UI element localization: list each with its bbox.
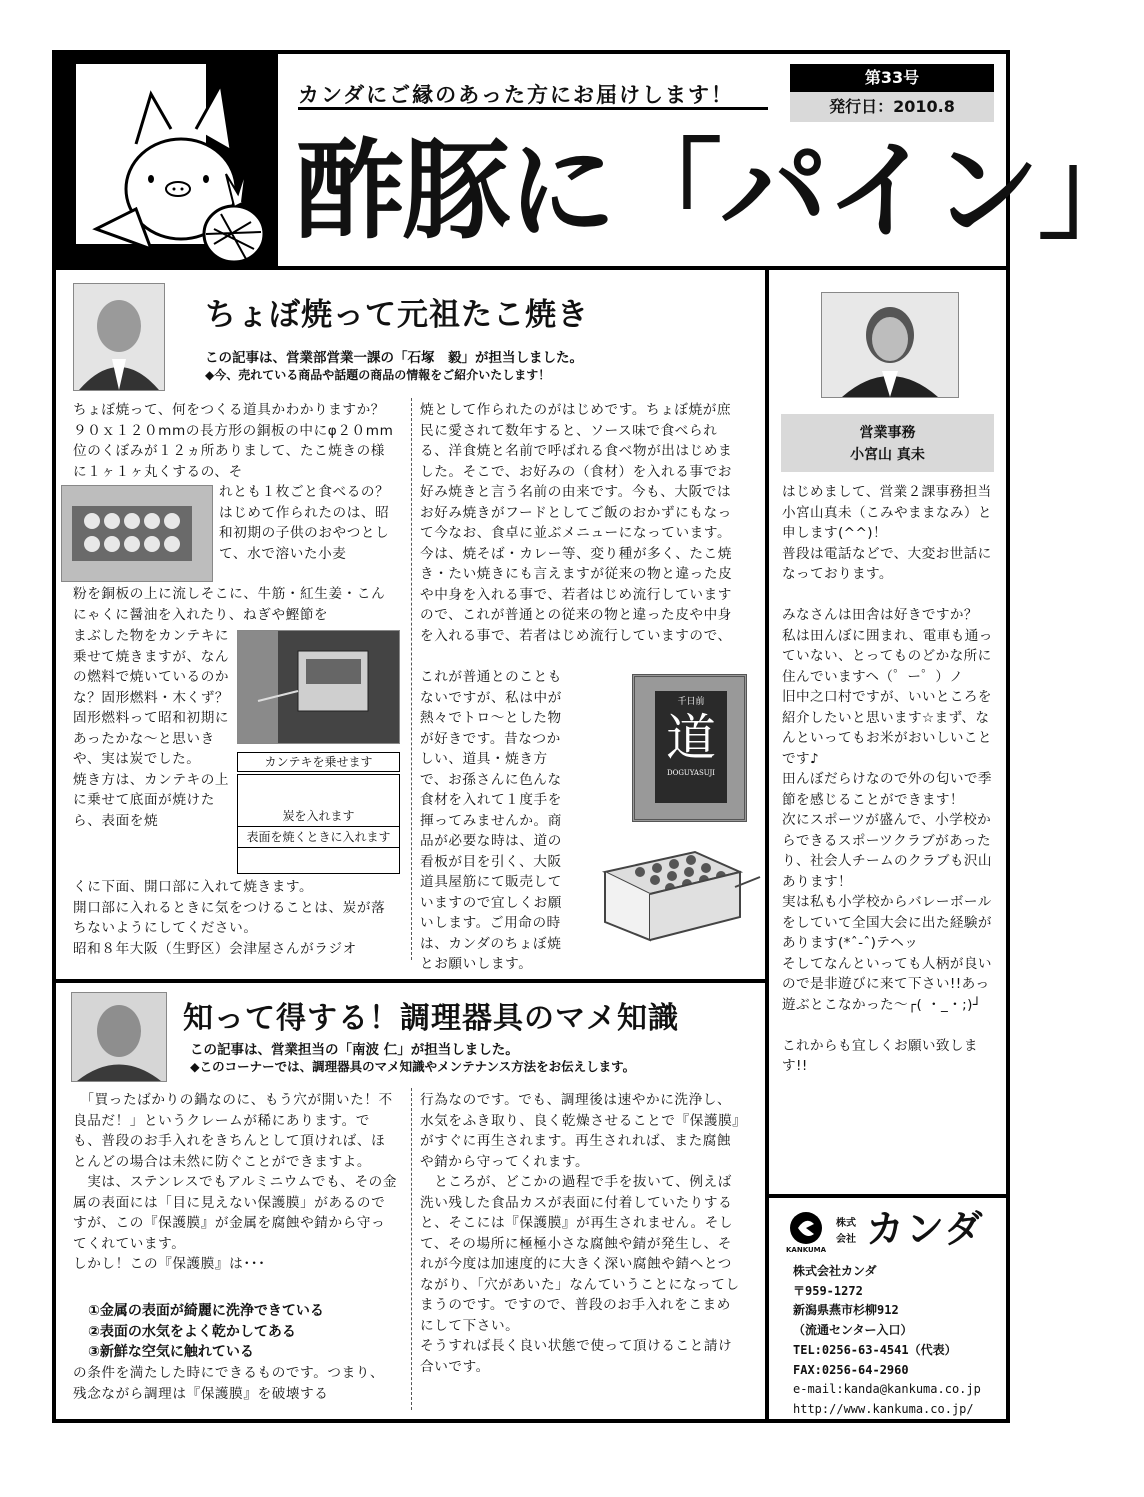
caption-surface: 表面を焼くときに入れます <box>238 826 399 848</box>
logo-small-1: 株式 <box>836 1218 856 1229</box>
article1-col1-text-e: くに下面、開口部に入れて焼きます。 開口部に入れるときに気をつけることは、炭が落ちないようにしてください。 昭和８年大阪（生野区）会津屋さんがラジオ <box>73 879 386 957</box>
caption-charcoal: 炭を入れます <box>282 809 355 823</box>
sign-kanji: 道 <box>666 709 716 767</box>
condition-item: ②表面の水気をよく乾かしてある <box>88 1323 296 1340</box>
header-divider <box>56 266 1006 270</box>
company-url[interactable]: http://www.kankuma.co.jp/ <box>793 1401 974 1416</box>
condition-item: ③新鮮な空気に触れている <box>88 1344 254 1360</box>
company-address-1: 新潟県燕市杉柳912 <box>793 1303 899 1318</box>
article2-col2-text: 行為なのです。でも、調理後は速やかに洗浄し、水気をふき取り、良く乾燥させることで『保護膜』がすぐに再生されます。再生されれば、また腐蝕や錆から守ってくれます。 ところが、どこかの過程で手を抜いて、例えば洗い残した食品カスが表面に付着していたりすると、そこには『保護膜』が再生されません。そして、その場所に極極小さな腐蝕や錆が発生し、それが今度は加速度的に大きく深い腐蝕や錆へとつながり、「穴があいた」なんていうことになってしまうのです。ですので、普段のお手入れをこまめにして下さい。 そうすれば長く良い状態で使って頂けること請け合いです。 <box>420 1092 740 1375</box>
article1-column-rule <box>411 398 412 960</box>
article-divider <box>56 979 767 983</box>
tagline-underline <box>298 107 768 110</box>
pig-mascot-icon <box>56 54 278 266</box>
logo-name: カンダ <box>866 1207 985 1251</box>
article2-title: 知って得する！調理器具のマメ知識 <box>183 1001 679 1036</box>
logo-small-2: 会社 <box>836 1234 856 1245</box>
article2-intro: ◆このコーナーでは、調理器具のマメ知識やメンテナンス方法をお伝えします。 <box>190 1059 636 1074</box>
company-email[interactable]: e-mail:kanda@kankuma.co.jp <box>793 1382 981 1397</box>
company-tel: TEL:0256-63-4541（代表） <box>793 1342 957 1357</box>
caption-box-lower <box>237 774 400 874</box>
company-info <box>793 1262 981 1420</box>
company-logo <box>788 1208 998 1258</box>
company-fax: FAX:0256-64-2960 <box>793 1362 909 1377</box>
choboyaki-product-photo <box>585 832 765 942</box>
mascot-panel <box>56 54 278 266</box>
logo-mark: KANKUMA <box>786 1246 827 1254</box>
company-address-2: （流通センター入口） <box>793 1323 913 1338</box>
article1-title: ちょぼ焼って元祖たこ焼き <box>205 297 589 333</box>
caption-text: カンテキを乗せます <box>264 755 373 769</box>
author-photo-nanba <box>71 992 167 1082</box>
article2-column-rule <box>411 1088 412 1410</box>
sign-top-text: 千日前 <box>677 697 705 707</box>
issue-date: 発行日：2010.8 <box>790 92 994 122</box>
issue-number: 第33号 <box>790 64 994 92</box>
article1-col2-text-b: これが普通とのこともないですが、私は中が熱々でトロ～とした物が好きです。昔なつかしい、道具・焼き方で、お孫さんに色んな食材を入れて１度手を揮ってみませんか。商品が必要な時は、道の看板が目を引く、大阪道具屋筋にて販売していますので宜しくお願いします。ご用命の時は、カンダのちょぼ焼とお願いします。 <box>420 669 562 972</box>
company-divider <box>769 1194 1010 1198</box>
article2-byline: この記事は、営業担当の「南波 仁」が担当しました。 <box>190 1042 519 1058</box>
profile-photo-komiyama <box>821 292 959 398</box>
profile-name: 小宮山 真未 <box>850 447 925 463</box>
article1-col1-text-b: れとも１枚ごと食べるの？ はじめて作られたのは、昭和初期の子供のおやつとして、水で溶いた小麦 <box>219 484 390 562</box>
kanteki-stove-photo <box>237 630 400 744</box>
article2-col1-text-b: の条件を満たした時にできるものです。つまり、残念ながら調理は『保護膜』を破壊する <box>73 1365 385 1402</box>
article1-intro: ◆今、売れている商品や話題の商品の情報をご紹介いたします！ <box>205 368 551 382</box>
article1-byline: この記事は、営業部営業一課の「石塚 毅」が担当しました。 <box>205 350 583 366</box>
choboyaki-pan-photo <box>61 485 213 582</box>
sign-roman: DOGUYASUJI <box>666 769 716 777</box>
newsletter-title: 酢豚に「パイン」 <box>296 129 1144 254</box>
caption-kanteki <box>237 752 400 772</box>
profile-role: 営業事務 <box>859 425 916 441</box>
article2-col1-text-a: 「買ったばかりの鍋なのに、もう穴が開いた！不良品だ！」というクレームが稀にあります。でも、普段のお手入れをきちんとして頂ければ、ほとんどの場合は未然に防ぐことができますよ。 実は、ステンレスでもアルミニウムでも、その金属の表面には「目に見えない保護膜」があるのですが、この『保護膜』が金属を腐蝕や錆から守ってくれています。 しかし！この『保護膜』は･･･ <box>73 1092 398 1272</box>
condition-item: ①金属の表面が綺麗に洗浄できている <box>88 1303 324 1319</box>
doguyasuji-sign-photo <box>632 674 747 822</box>
company-zip: 〒959-1272 <box>793 1283 863 1298</box>
kankuma-logo-icon <box>788 1210 824 1246</box>
company-name: 株式会社カンダ <box>793 1264 877 1278</box>
article1-col2-text-a: 焼として作られたのがはじめです。ちょぼ焼が庶民に愛されて数年すると、ソース味で食べられる、洋食焼と名前で呼ばれる食べ物が出はじめました。そこで、お好みの（食材）を入れる事でお好み焼きと言う名前の由来です。今も、大阪ではお好み焼きがフードとしてご飯のおかずにもなって今なお、食卓に並ぶメニューになっています。今は、焼そば・カレー等、変り種が多く、たこ焼き・たい焼きにも言えますが従来の物と違った皮や中身を入れる事で、若者はじめ流行していますので、これが普通との従来の物と違った皮や中身を入れる事で、若者はじめ流行していますので、 <box>420 402 733 644</box>
author-photo-ishizuka <box>73 283 165 391</box>
profile-body: はじめまして、営業２課事務担当小宮山真未（こみやままなみ）と申します(^^)！ 普段は電話などで、大変お世話になっております。 みなさんは田舎は好きですか？ 私は田んぼに囲まれ、電車も通っていない、とってものどかな所に住んでいますヘ（゜ー゜）ノ 旧中之口村ですが、いいところを紹介したいと思います☆まず、なんといってもお米がおいしいことです♪ 田んぼだらけなので外の匂いで季節を感じることができます！ 次にスポーツが盛んで、小学校からできるスポーツクラブがあったり、社会人チームのクラブも沢山あります！ 実は私も小学校からバレーボールをしていて全国大会に出た経験があります(*ˆ-ˆ)テヘッ そしてなんといっても人柄が良いので是非遊びに来て下さい!!あっ遊ぶとこなかった～┌( ・_・;)┘ これからも宜しくお願い致します!! <box>782 484 993 1074</box>
sidebar-divider <box>765 270 769 1420</box>
tagline: カンダにご縁のあった方にお届けします！ <box>298 83 734 107</box>
article1-col1-text-a: ちょぼ焼って、何をつくる道具かわかりますか？ ９０ｘ１２０mmの長方形の銅板の中にφ２０mm位のくぼみが１２ヵ所ありまして、たこ焼きの様に１ヶ１ヶ丸くするの、そ <box>73 402 400 480</box>
article1-col1-text-c: 粉を銅板の上に流しそこに、牛筋・紅生姜・こんにゃくに醤油を入れたり、ねぎや鰹節を <box>73 586 386 623</box>
article2-condition-list <box>88 1301 324 1363</box>
article1-col1-text-d: まぶした物をカンテキに乗せて焼きますが、なんの燃料で焼いているのかな？固形燃料・木くず？固形燃料って昭和初期にあったかな～と思いきや、実は炭でした。 焼き方は、カンテキの上に乗せて底面が焼けたら、表面を焼 <box>73 628 230 829</box>
